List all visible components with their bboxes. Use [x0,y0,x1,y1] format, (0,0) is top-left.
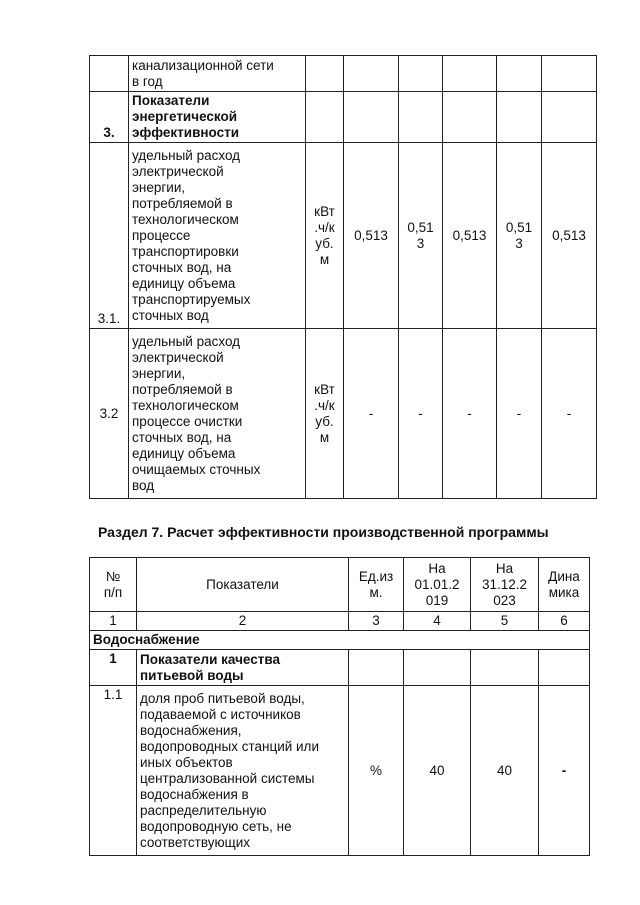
table-row [90,329,597,499]
value-cell: 0,513 [443,143,497,329]
value-cell [497,56,542,92]
value-cell: 0,51 3 [497,143,542,329]
row-number: 3.2 [90,329,129,499]
unit-cell: кВт .ч/к уб. м [306,329,344,499]
value-cell [443,92,497,143]
value-cell [344,56,399,92]
header-cell: Ед.из м. [349,558,404,612]
indicator-text: удельный расход электрической энергии, потребляемой в технологическом процессе транспортировки сточных вод, на единицу объема транспортируемых сточных вод [129,143,306,329]
value-cell: 40 [471,686,539,856]
value-cell [443,56,497,92]
row-number: 1.1 [90,686,137,856]
value-cell: - [344,329,399,499]
value-cell [404,650,471,686]
table-row [90,686,590,856]
table-row [90,56,597,92]
unit-cell: % [349,686,404,856]
table-row [90,143,597,329]
value-cell: - [497,329,542,499]
value-cell [344,92,399,143]
indicator-text: канализационной сети в год [129,56,306,92]
column-number: 2 [137,612,349,631]
value-cell: 40 [404,686,471,856]
indicator-text: Показатели энергетической эффективности [129,92,306,143]
column-number: 4 [404,612,471,631]
unit-cell: кВт .ч/к уб. м [306,143,344,329]
column-number: 6 [539,612,590,631]
value-cell: - [399,329,443,499]
table-row [90,92,597,143]
value-cell [399,56,443,92]
header-cell: № п/п [90,558,137,612]
indicator-text: доля проб питьевой воды, подаваемой с источников водоснабжения, водопроводных станций или иных объектов централизованной системы водоснабжения в распределительную водопроводную сеть, не соответствующих [137,686,349,856]
value-cell [497,92,542,143]
value-cell [539,650,590,686]
value-cell: 0,513 [542,143,597,329]
value-cell: - [539,686,590,856]
header-cell: Показатели [137,558,349,612]
group-label: Водоснабжение [90,631,590,650]
value-cell: 0,513 [344,143,399,329]
group-row [90,631,590,650]
table-header-row [90,558,590,612]
production-efficiency-table [89,557,590,856]
value-cell: - [443,329,497,499]
unit-cell [306,92,344,143]
row-number: 3. [90,92,129,143]
section-title: Раздел 7. Расчет эффективности производственной программы [98,524,549,540]
column-number-row [90,612,590,631]
header-cell: На 01.01.2 019 [404,558,471,612]
row-number [90,56,129,92]
row-number: 1 [90,650,137,686]
energy-efficiency-table [89,55,597,499]
value-cell: - [542,329,597,499]
column-number: 1 [90,612,137,631]
header-cell: Дина мика [539,558,590,612]
table-row [90,650,590,686]
indicator-text: удельный расход электрической энергии, потребляемой в технологическом процессе очистки сточных вод, на единицу объема очищаемых сточных вод [129,329,306,499]
column-number: 3 [349,612,404,631]
value-cell [542,56,597,92]
value-cell [399,92,443,143]
header-cell: На 31.12.2 023 [471,558,539,612]
indicator-text: Показатели качества питьевой воды [137,650,349,686]
value-cell [471,650,539,686]
unit-cell [306,56,344,92]
row-number: 3.1. [90,143,129,329]
unit-cell [349,650,404,686]
value-cell [542,92,597,143]
value-cell: 0,51 3 [399,143,443,329]
column-number: 5 [471,612,539,631]
